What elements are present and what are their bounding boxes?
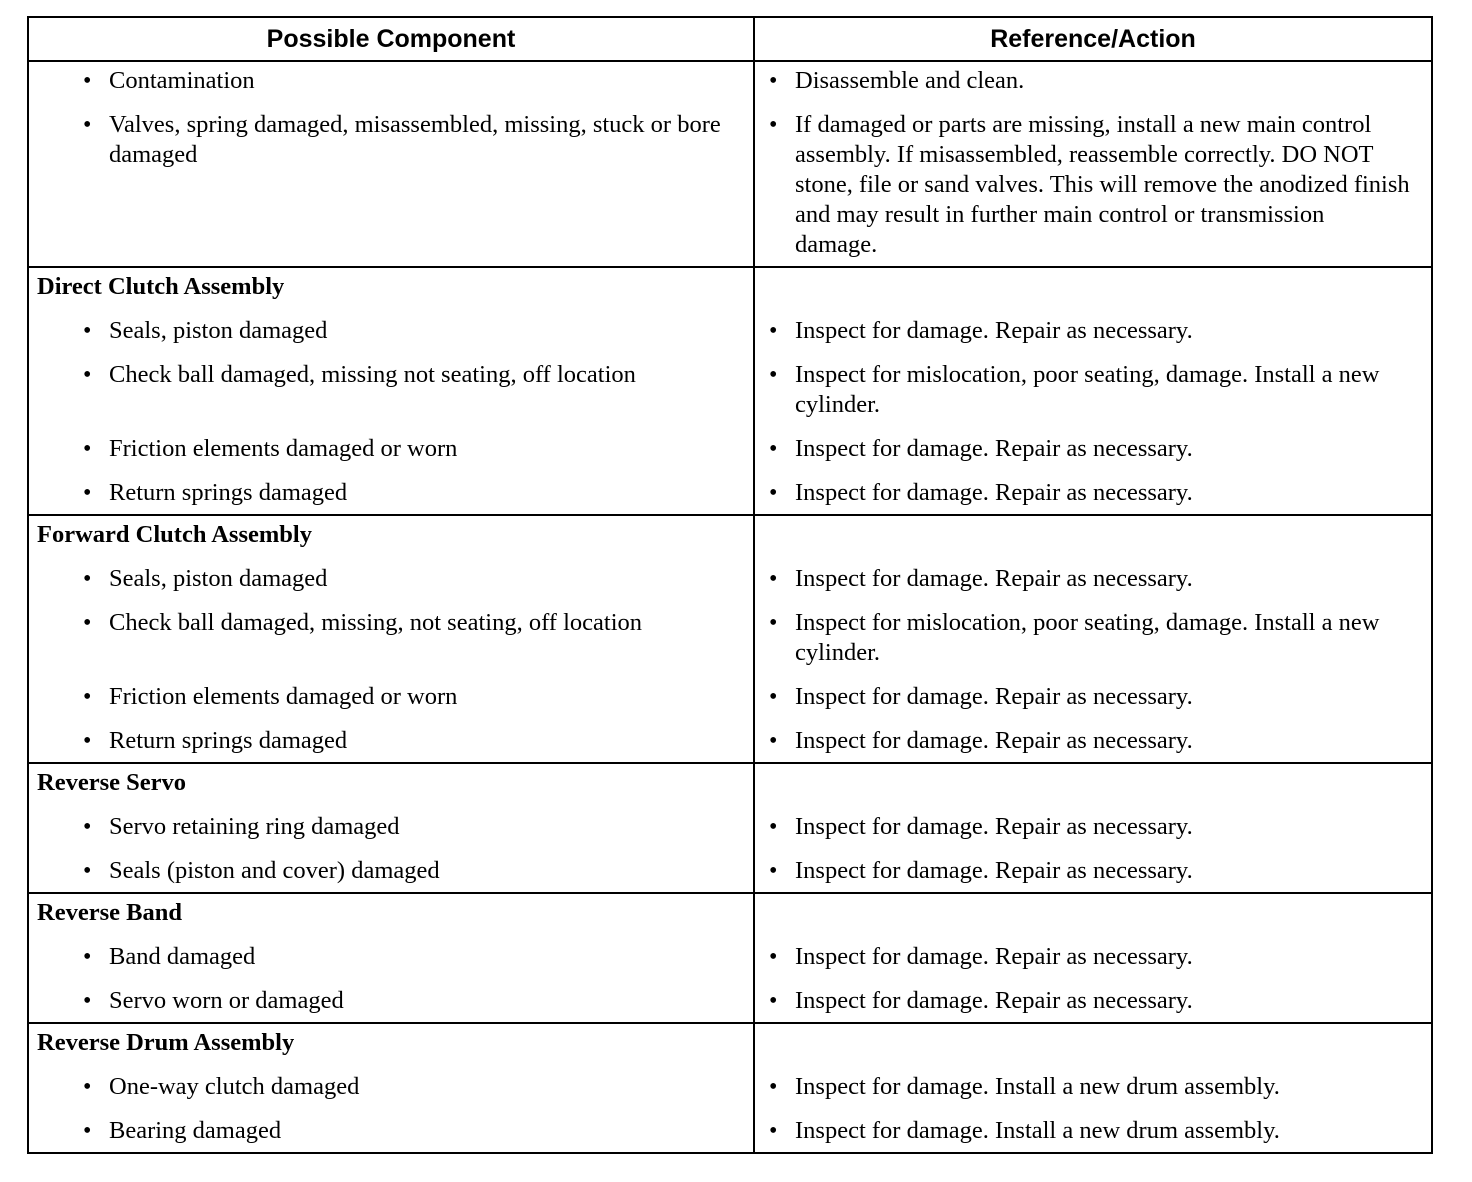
component-cell: [28, 267, 754, 515]
header-row: [28, 17, 1432, 61]
section-title-spacer: [755, 268, 1431, 302]
component-item: [29, 726, 753, 756]
component-text: Seals (piston and cover) damaged: [109, 857, 440, 884]
action-item: [755, 434, 1431, 464]
bullet-icon: •: [83, 988, 92, 1014]
action-text: Inspect for damage. Repair as necessary.: [795, 317, 1193, 344]
action-text: If damaged or parts are missing, install a new main control assembly. If misassembled, reassemble correctly. DO NOT stone, file or sand valves. This will remove the anodized finish and may result in further main control or transmission damage.: [795, 111, 1410, 258]
bullet-icon: •: [83, 728, 92, 754]
action-text: Inspect for damage. Repair as necessary.: [795, 479, 1193, 506]
action-text: Inspect for damage. Install a new drum assembly.: [795, 1073, 1280, 1100]
component-cell: [28, 893, 754, 1023]
section-title: Reverse Servo: [37, 769, 186, 796]
bullet-icon: •: [83, 68, 92, 94]
action-cell: [754, 763, 1432, 893]
action-item: [755, 66, 1431, 96]
bullet-icon: •: [83, 1118, 92, 1144]
component-item: [29, 1116, 753, 1146]
bullet-icon: •: [83, 858, 92, 884]
section-title: Direct Clutch Assembly: [37, 273, 285, 300]
component-item: [29, 478, 753, 508]
component-item: [29, 812, 753, 842]
action-text: Inspect for mislocation, poor seating, damage. Install a new cylinder.: [795, 609, 1380, 666]
bullet-icon: •: [769, 1118, 778, 1144]
bullet-icon: •: [769, 318, 778, 344]
bullet-icon: •: [769, 944, 778, 970]
bullet-icon: •: [83, 684, 92, 710]
action-text: Inspect for damage. Install a new drum assembly.: [795, 1117, 1280, 1144]
component-item: [29, 434, 753, 464]
component-text: Friction elements damaged or worn: [109, 683, 458, 710]
action-item: [755, 856, 1431, 886]
bullet-icon: •: [769, 566, 778, 592]
bullet-icon: •: [83, 566, 92, 592]
component-text: Contamination: [109, 67, 255, 94]
section-title-spacer: [755, 764, 1431, 798]
bullet-icon: •: [83, 480, 92, 506]
action-item: [755, 682, 1431, 712]
action-item: [755, 812, 1431, 842]
bullet-icon: •: [769, 480, 778, 506]
component-item: [29, 608, 753, 668]
bullet-icon: •: [769, 1074, 778, 1100]
table-row: [28, 763, 1432, 893]
component-text: Bearing damaged: [109, 1117, 282, 1144]
action-text: Inspect for mislocation, poor seating, damage. Install a new cylinder.: [795, 361, 1380, 418]
section-title: Reverse Band: [37, 899, 182, 926]
bullet-icon: •: [769, 988, 778, 1014]
component-cell: [28, 515, 754, 763]
section-title-spacer: [755, 1024, 1431, 1058]
bullet-icon: •: [769, 436, 778, 462]
component-text: Check ball damaged, missing, not seating, off location: [109, 609, 642, 636]
action-cell: [754, 515, 1432, 763]
action-cell: [754, 893, 1432, 1023]
component-text: Check ball damaged, missing not seating, off location: [109, 361, 636, 388]
component-item: [29, 986, 753, 1016]
action-item: [755, 478, 1431, 508]
component-item: [29, 360, 753, 420]
component-text: Return springs damaged: [109, 479, 348, 506]
action-item: [755, 360, 1431, 420]
action-text: Inspect for damage. Repair as necessary.: [795, 813, 1193, 840]
bullet-icon: •: [769, 728, 778, 754]
table-row: [28, 61, 1432, 267]
action-text: Inspect for damage. Repair as necessary.: [795, 943, 1193, 970]
component-item: [29, 942, 753, 972]
action-cell: [754, 1023, 1432, 1153]
table-body: [28, 61, 1432, 1153]
action-item: [755, 942, 1431, 972]
bullet-icon: •: [83, 362, 92, 388]
action-item: [755, 1116, 1431, 1146]
component-text: Return springs damaged: [109, 727, 348, 754]
table-row: [28, 1023, 1432, 1153]
bullet-icon: •: [769, 362, 778, 388]
bullet-icon: •: [83, 610, 92, 636]
component-text: Servo retaining ring damaged: [109, 813, 400, 840]
action-item: [755, 986, 1431, 1016]
diagnosis-table: [27, 16, 1433, 1154]
action-text: Disassemble and clean.: [795, 67, 1025, 94]
component-cell: [28, 1023, 754, 1153]
section-title-spacer: [755, 516, 1431, 550]
component-item: [29, 856, 753, 886]
component-text: Valves, spring damaged, misassembled, missing, stuck or bore damaged: [109, 111, 721, 168]
table-row: [28, 893, 1432, 1023]
section-title-spacer: [755, 894, 1431, 928]
component-text: One-way clutch damaged: [109, 1073, 360, 1100]
component-item: [29, 564, 753, 594]
action-text: Inspect for damage. Repair as necessary.: [795, 857, 1193, 884]
action-text: Inspect for damage. Repair as necessary.: [795, 683, 1193, 710]
component-cell: [28, 763, 754, 893]
component-text: Seals, piston damaged: [109, 317, 328, 344]
bullet-icon: •: [769, 68, 778, 94]
action-item: [755, 608, 1431, 668]
component-item: [29, 316, 753, 346]
section-title: Reverse Drum Assembly: [37, 1029, 295, 1056]
component-text: Band damaged: [109, 943, 256, 970]
component-text: Seals, piston damaged: [109, 565, 328, 592]
component-text: Servo worn or damaged: [109, 987, 344, 1014]
action-text: Inspect for damage. Repair as necessary.: [795, 565, 1193, 592]
header-possible-component: Possible Component: [28, 17, 754, 61]
bullet-icon: •: [83, 318, 92, 344]
bullet-icon: •: [83, 112, 92, 138]
bullet-icon: •: [769, 814, 778, 840]
bullet-icon: •: [769, 112, 778, 138]
bullet-icon: •: [769, 610, 778, 636]
header-reference-action: Reference/Action: [754, 17, 1432, 61]
component-text: Friction elements damaged or worn: [109, 435, 458, 462]
bullet-icon: •: [769, 858, 778, 884]
bullet-icon: •: [83, 1074, 92, 1100]
table-row: [28, 515, 1432, 763]
action-item: [755, 564, 1431, 594]
action-text: Inspect for damage. Repair as necessary.: [795, 727, 1193, 754]
action-cell: [754, 61, 1432, 267]
action-item: [755, 110, 1431, 260]
action-item: [755, 316, 1431, 346]
component-item: [29, 1072, 753, 1102]
component-item: [29, 110, 753, 260]
bullet-icon: •: [769, 684, 778, 710]
bullet-icon: •: [83, 944, 92, 970]
action-cell: [754, 267, 1432, 515]
action-item: [755, 726, 1431, 756]
component-item: [29, 66, 753, 96]
action-text: Inspect for damage. Repair as necessary.: [795, 987, 1193, 1014]
action-item: [755, 1072, 1431, 1102]
component-item: [29, 682, 753, 712]
table-row: [28, 267, 1432, 515]
action-text: Inspect for damage. Repair as necessary.: [795, 435, 1193, 462]
bullet-icon: •: [83, 814, 92, 840]
section-title: Forward Clutch Assembly: [37, 521, 312, 548]
component-cell: [28, 61, 754, 267]
bullet-icon: •: [83, 436, 92, 462]
